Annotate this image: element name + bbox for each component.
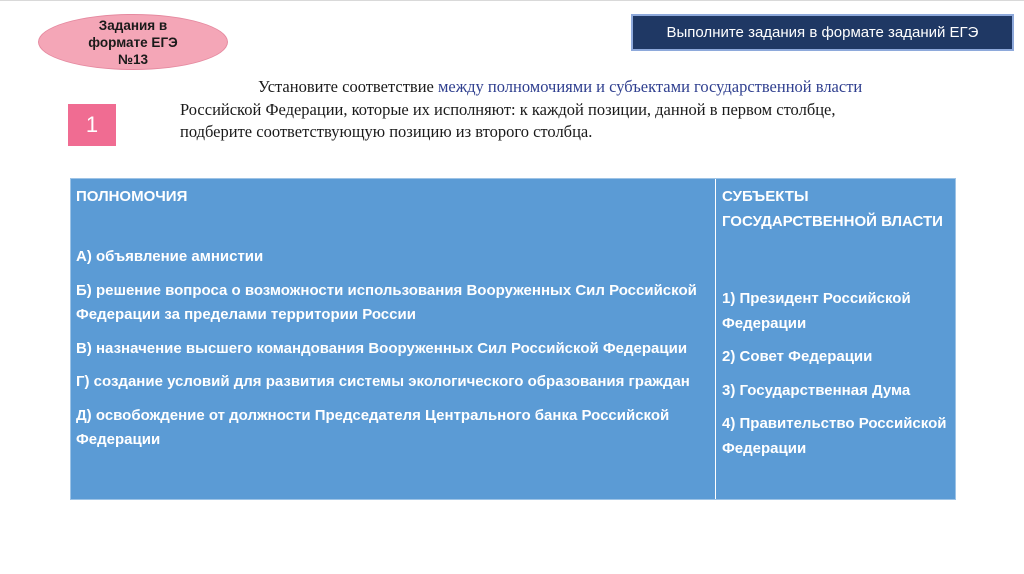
subjects-header: СУБЪЕКТЫ ГОСУДАРСТВЕННОЙ ВЛАСТИ <box>722 188 943 230</box>
badge-line-3: №13 <box>117 51 149 67</box>
subject-item-4: 4) Правительство Российской Федерации <box>722 415 947 457</box>
matching-table <box>70 178 956 500</box>
task-instruction <box>180 76 870 144</box>
badge-line-2: формате ЕГЭ <box>88 34 178 50</box>
power-item-d: Д) освобождение от должности Председателя Центрального банка Российской Федерации <box>76 406 670 448</box>
power-item-v: В) назначение высшего командования Вооруженных Сил Российской Федерации <box>76 339 688 357</box>
task-number: 1 <box>85 112 99 137</box>
slide-header-title: Выполните задания в формате заданий ЕГЭ <box>666 24 979 41</box>
instruction-highlight: между полномочиями и субъектами государственной власти <box>437 77 863 96</box>
power-item-b: Б) решение вопроса о возможности использования Вооруженных Сил Российской Федерации за пределами территории России <box>76 281 697 323</box>
instruction-part-1: Установите соответствие <box>258 77 438 96</box>
subject-item-1: 1) Президент Российской Федерации <box>722 290 911 332</box>
powers-column <box>71 179 716 499</box>
task-number-badge <box>68 104 116 146</box>
slide-header <box>631 14 1014 51</box>
task-type-badge <box>38 14 228 70</box>
badge-line-1: Задания в <box>98 17 168 33</box>
power-item-g: Г) создание условий для развития системы экологического образования граждан <box>76 373 690 390</box>
power-item-a: А) объявление амнистии <box>76 248 264 265</box>
subject-item-2: 2) Совет Федерации <box>722 348 873 365</box>
subjects-column <box>716 179 955 499</box>
powers-header: ПОЛНОМОЧИЯ <box>76 188 188 205</box>
top-divider <box>0 0 1024 1</box>
subject-item-3: 3) Государственная Дума <box>722 381 911 399</box>
instruction-part-2: Российской Федерации, которые их исполняют: к каждой позиции, данной в первом столбце, подберите соответствующую позицию из второго столбца. <box>180 99 836 141</box>
